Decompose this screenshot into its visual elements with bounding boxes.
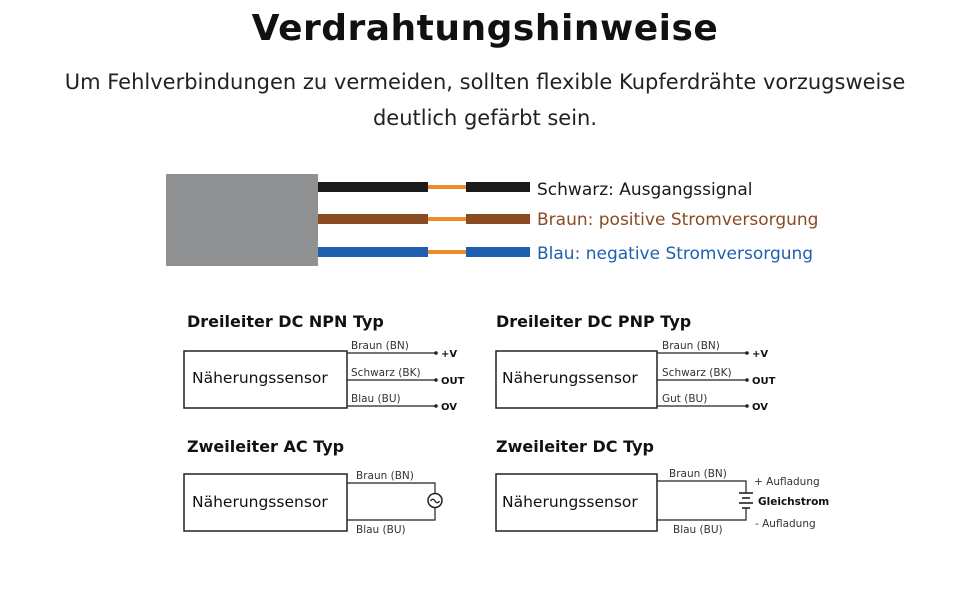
wire-black-left <box>318 182 428 192</box>
wire-brown-label: Braun: positive Stromversorgung <box>537 210 819 230</box>
npn-terminal-dot-3 <box>434 404 438 408</box>
ac-sensor-label: Näherungssensor <box>192 493 328 511</box>
battery-icon <box>739 493 753 508</box>
npn-terminal-label-2: OUT <box>441 376 465 387</box>
wire-blue-label: Blau: negative Stromversorgung <box>537 244 814 264</box>
wire-black-right <box>466 182 530 192</box>
npn-title: Dreileiter DC NPN Typ <box>187 312 384 331</box>
dc-wire-bottom <box>657 508 746 520</box>
dc-plus-label: + Aufladung <box>754 476 820 488</box>
npn-wire-label-2: Schwarz (BK) <box>351 367 421 379</box>
pnp-title: Dreileiter DC PNP Typ <box>496 312 692 331</box>
wire-blue-core <box>428 250 466 254</box>
pnp-terminal-dot-2 <box>745 378 749 382</box>
npn-diagram <box>184 312 465 413</box>
npn-terminal-dot-2 <box>434 378 438 382</box>
npn-wire-label-1: Braun (BN) <box>351 340 409 352</box>
wire-black-label: Schwarz: Ausgangssignal <box>537 180 753 200</box>
ac-diagram <box>184 437 442 536</box>
dc-source-label: Gleichstrom <box>758 496 830 508</box>
dc-sensor-label: Näherungssensor <box>502 493 638 511</box>
pnp-terminal-label-2: OUT <box>752 376 776 387</box>
dc-diagram <box>496 437 829 536</box>
page-subtitle: Um Fehlverbindungen zu vermeiden, sollten flexible Kupferdrähte vorzugsweise deutlich gefärbt sein. <box>64 70 906 130</box>
wire-brown-right <box>466 214 530 224</box>
page-title: Verdrahtungshinweise <box>251 8 719 49</box>
npn-terminal-label-1: +V <box>441 349 458 360</box>
ac-wire-label-2: Blau (BU) <box>356 524 406 536</box>
pnp-terminal-dot-3 <box>745 404 749 408</box>
npn-terminal-dot-1 <box>434 351 438 355</box>
wire-brown-core <box>428 217 466 221</box>
pnp-sensor-label: Näherungssensor <box>502 369 638 387</box>
npn-sensor-label: Näherungssensor <box>192 369 328 387</box>
wire-blue-left <box>318 247 428 257</box>
dc-wire-label-2: Blau (BU) <box>673 524 723 536</box>
wire-blue-right <box>466 247 530 257</box>
pnp-terminal-dot-1 <box>745 351 749 355</box>
dc-minus-label: - Aufladung <box>755 518 816 530</box>
ac-wire-top <box>347 483 435 493</box>
pnp-wire-label-3: Gut (BU) <box>662 393 708 405</box>
dc-title: Zweileiter DC Typ <box>496 437 654 456</box>
npn-wire-label-3: Blau (BU) <box>351 393 401 405</box>
ac-wire-label-1: Braun (BN) <box>356 470 414 482</box>
pnp-terminal-label-1: +V <box>752 349 769 360</box>
ac-title: Zweileiter AC Typ <box>187 437 345 456</box>
ac-wire-bottom <box>347 508 435 520</box>
pnp-wire-label-1: Braun (BN) <box>662 340 720 352</box>
dc-wire-top <box>657 481 746 493</box>
cable-jacket <box>166 174 318 266</box>
cable-illustration <box>166 174 818 266</box>
pnp-terminal-label-3: OV <box>752 402 768 413</box>
pnp-wire-label-2: Schwarz (BK) <box>662 367 732 379</box>
npn-terminal-label-3: OV <box>441 402 457 413</box>
dc-wire-label-1: Braun (BN) <box>669 468 727 480</box>
wire-brown-left <box>318 214 428 224</box>
pnp-diagram <box>496 312 776 413</box>
wire-black-core <box>428 185 466 189</box>
